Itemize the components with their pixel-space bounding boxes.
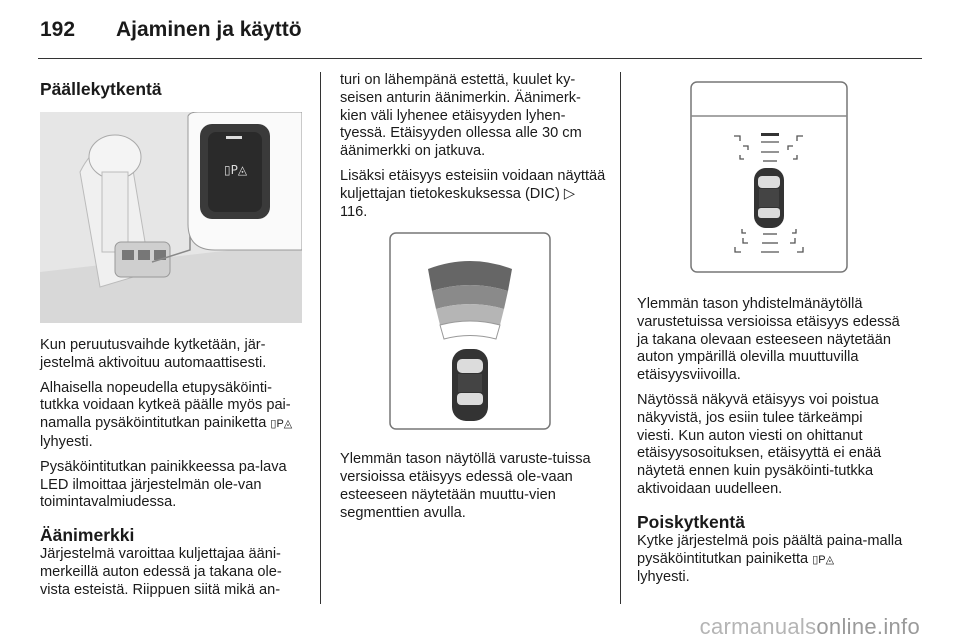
- watermark: carmanualsonline.info: [699, 614, 920, 639]
- heading-sound: Äänimerkki: [40, 525, 135, 546]
- svg-text:▯P◬: ▯P◬: [224, 163, 248, 177]
- para-priority: Näytössä näkyvä etäisyys voi poistua näkyvistä, jos esiin tulee tärkeämpi viesti. Kun auton viesti on ohittanut etäisyysosoituksen, etäisyyttä ei enää näytetä ennen kuin pysäköinti-tutkka aktivoidaan uudelleen.: [637, 391, 882, 497]
- figure-gear-console: [40, 112, 302, 323]
- column-divider: [320, 72, 321, 604]
- para-combined-display: Ylemmän tason yhdistelmänäytöllä varustetuissa versioissa etäisyys edessä ja takana olevaan esteeseen näytetään auton ympärillä olevilla muuttuvilla etäisyysviivoilla.: [637, 296, 900, 384]
- para-low-speed: Alhaisella nopeudella etupysäköinti-tutkka voidaan kytkeä päälle myös pai-namalla pysäköintitutkan painiketta ▯P◬ lyhyesti.: [40, 379, 293, 450]
- column-1: [40, 72, 306, 607]
- figure-combined-display: [637, 72, 899, 282]
- figure-segment-display: [340, 231, 602, 441]
- para-led: Pysäköintitutkan painikkeessa pa-lava LED ilmoittaa järjestelmän ole-van toimintavalmiudessa.: [40, 458, 287, 511]
- column-2: [340, 72, 606, 530]
- header-rule: [38, 58, 922, 59]
- parking-radar-icon: ▯P◬: [812, 553, 835, 566]
- para-dic: Lisäksi etäisyys esteisiin voidaan näyttää kuljettajan tietokeskuksessa (DIC) ▷ 116.: [340, 167, 606, 220]
- parking-radar-icon: ▯P◬: [270, 418, 293, 431]
- para-sound: Järjestelmä varoittaa kuljettajaa ääni-merkeillä auton edessä ja takana ole-vista esteistä. Riippuen siitä mikä an-: [40, 546, 282, 598]
- page-ref[interactable]: 116.: [340, 203, 368, 220]
- para-reverse: Kun peruutusvaihde kytketään, jär-jestelmä aktivoituu automaattisesti.: [40, 337, 267, 371]
- heading-activation: Päällekytkentä: [40, 79, 162, 99]
- gear-console-illustration: [40, 112, 302, 323]
- chapter-title: Ajaminen ja käyttö: [116, 18, 302, 41]
- column-divider: [620, 72, 621, 604]
- segment-display-illustration: [340, 231, 602, 441]
- para-deactivation: Kytke järjestelmä pois päältä paina-malla pysäköintitutkan painiketta ▯P◬ lyhyesti.: [637, 532, 903, 586]
- heading-deactivation: Poiskytkentä: [637, 511, 745, 532]
- page-header: [38, 16, 922, 50]
- para-upper-display: Ylemmän tason näytöllä varuste-tuissa versioissa etäisyys edessä ole-vaan esteeseen näytetään muuttu-vien segmenttien avulla.: [340, 451, 591, 521]
- combined-display-illustration: [637, 72, 899, 282]
- para-continue: turi on lähempänä estettä, kuulet ky-seisen anturin äänimerkin. Äänimerk-kien väli lyhenee etäisyyden lyhen-tyessä. Etäisyyden ollessa alle 30 cm äänimerkki on jatkuva.: [340, 72, 582, 160]
- page-ref-arrow-icon: ▷: [563, 185, 576, 202]
- column-3: [637, 72, 903, 594]
- page-number: 192: [40, 18, 76, 41]
